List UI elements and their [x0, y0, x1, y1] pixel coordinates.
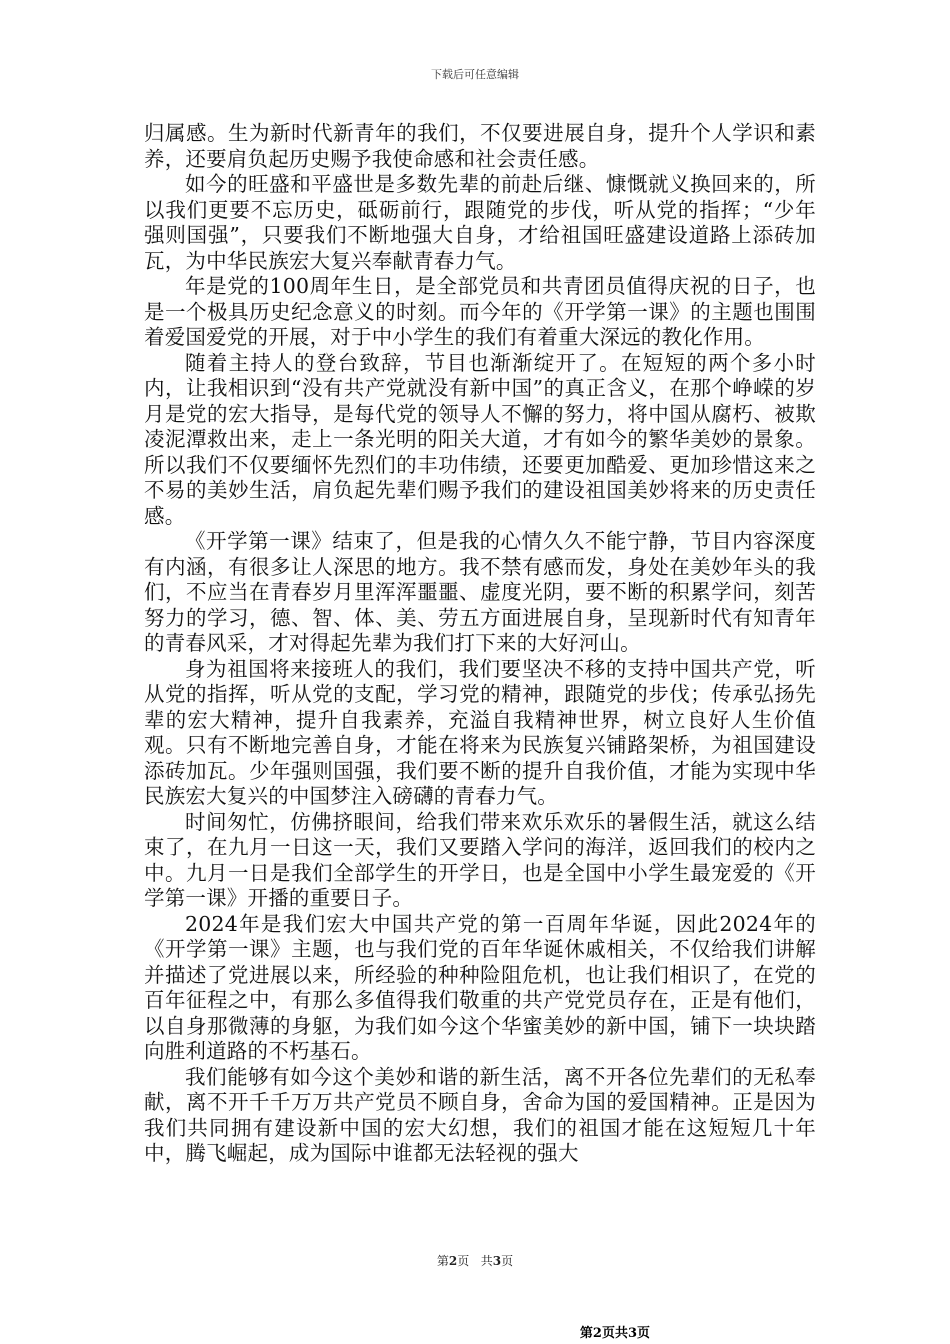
- page-footer: [0, 1252, 950, 1269]
- paragraph: 《开学第一课》结束了，但是我的心情久久不能宁静，节目内容深度有内涵，有很多让人深思的地方。我不禁有感而发，身处在美妙年头的我们，不应当在青春岁月里浑浑噩噩、虚度光阴，要不断的积累学问，刻苦努力的学习，德、智、体、美、劳五方面进展自身，呈现新时代有知青年的青春风采，才对得起先辈为我们打下来的大好河山。: [144, 529, 816, 655]
- footer-prefix: 第: [436, 1254, 449, 1268]
- footer-total-pages: 3: [492, 1254, 502, 1268]
- page-number-corner: 第2页共3页: [579, 1326, 650, 1341]
- footer-suffix: 页: [501, 1254, 514, 1268]
- paragraph: 我们能够有如今这个美妙和谐的新生活，离不开各位先辈们的无私奉献，离不开千千万万共产党员不顾自身，舍命为国的爱国精神。正是因为我们共同拥有建设新中国的宏大幻想，我们的祖国才能在这短短几十年中，腾飞崛起，成为国际中谁都无法轻视的强大: [144, 1064, 816, 1165]
- page-header-note: 下载后可任意编辑: [431, 68, 519, 81]
- paragraph: 年是党的100周年生日，是全部党员和共青团员值得庆祝的日子，也是一个极具历史纪念意义的时刻。而今年的《开学第一课》的主题也围围着爱国爱党的开展，对于中小学生的我们有着重大深远的教化作用。: [144, 274, 816, 349]
- footer-page-word: 页: [457, 1254, 470, 1268]
- paragraph: 2024年是我们宏大中国共产党的第一百周年华诞，因此2024年的《开学第一课》主题，也与我们党的百年华诞休戚相关，不仅给我们讲解并描述了党进展以来，所经验的种种险阻危机，也让我们相识了，在党的百年征程之中，有那么多值得我们敬重的共产党党员存在，正是有他们，以自身那微薄的身躯，为我们如今这个华蜜美妙的新中国，铺下一块块踏向胜利道路的不朽基石。: [144, 911, 816, 1063]
- paragraph: 时间匆忙，仿佛挤眼间，给我们带来欢乐欢乐的暑假生活，就这么结束了，在九月一日这一天，我们又要踏入学问的海洋，返回我们的校内之中。九月一日是我们全部学生的开学日，也是全国中小学生最宠爱的《开学第一课》开播的重要日子。: [144, 809, 816, 910]
- paragraph: 归属感。生为新时代新青年的我们，不仅要进展自身，提升个人学识和素养，还要肩负起历史赐予我使命感和社会责任感。: [144, 121, 816, 171]
- paragraph: 随着主持人的登台致辞，节目也渐渐绽开了。在短短的两个多小时内，让我相识到“没有共产党就没有新中国”的真正含义，在那个峥嵘的岁月是党的宏大指导，是每代党的领导人不懈的努力，将中国从腐朽、被欺凌泥潭救出来，走上一条光明的阳关大道，才有如今的繁华美妙的景象。所以我们不仅要缅怀先烈们的丰功伟绩，还要更加酷爱、更加珍惜这来之不易的美妙生活，肩负起先辈们赐予我们的建设祖国美妙将来的历史责任感。: [144, 350, 816, 528]
- document-body: [144, 121, 816, 1167]
- paragraph: 如今的旺盛和平盛世是多数先辈的前赴后继、慷慨就义换回来的，所以我们更要不忘历史，砥砺前行，跟随党的步伐，听从党的指挥；“少年强则国强”，只要我们不断地强大自身，才给祖国旺盛建设道路上添砖加瓦，为中华民族宏大复兴奉献青春力气。: [144, 172, 816, 273]
- footer-total-prefix: 共: [480, 1254, 493, 1268]
- paragraph: 身为祖国将来接班人的我们，我们要坚决不移的支持中国共产党，听从党的指挥，听从党的支配，学习党的精神，跟随党的步伐；传承弘扬先辈的宏大精神，提升自我素养，充溢自我精神世界，树立良好人生价值观。只有不断地完善自身，才能在将来为民族复兴铺路架桥，为祖国建设添砖加瓦。少年强则国强，我们要不断的提升自我价值，才能为实现中华民族宏大复兴的中国梦注入磅礴的青春力气。: [144, 656, 816, 808]
- footer-current-page: 2: [448, 1254, 458, 1268]
